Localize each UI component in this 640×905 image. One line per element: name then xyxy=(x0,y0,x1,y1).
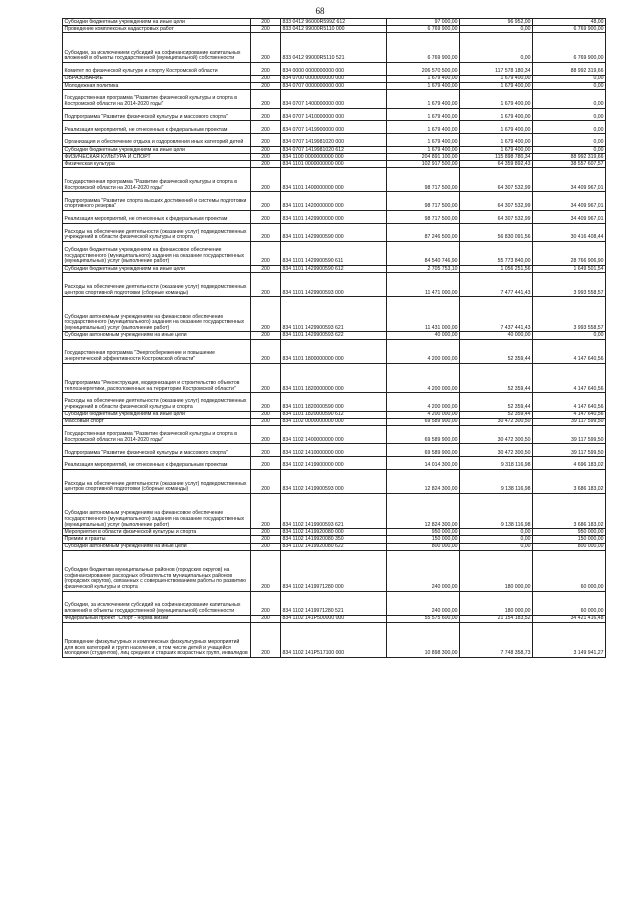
row-approved-amount-cell: 97 000,00 xyxy=(387,19,460,26)
row-unexecuted-amount-cell: 150 000,00 xyxy=(533,536,606,543)
row-admin-code-cell: 200 xyxy=(251,108,281,121)
table-row xyxy=(63,192,606,210)
row-name-cell: ОБРАЗОВАНИЕ xyxy=(63,75,251,82)
row-unexecuted-amount-cell: 3 993 558,57 xyxy=(533,273,606,297)
row-admin-code-cell: 200 xyxy=(251,425,281,443)
row-name-cell: Проведение физкультурных и комплексных физкультурных мероприятий для всех категорий и групп населения, в том числе детей и учащейся молодежи (студентов), лиц средних и старших возрастных групп, инвалидов xyxy=(63,622,251,657)
row-admin-code-cell: 200 xyxy=(251,62,281,75)
table-row xyxy=(63,273,606,297)
row-classification-code-cell: 833 0412 99000R5110 000 xyxy=(281,26,387,33)
row-executed-amount-cell: 64 307 532,99 xyxy=(460,210,533,223)
row-name-cell: Подпрограмма "Развитие физической культуры и массового спорта" xyxy=(63,108,251,121)
table-row xyxy=(63,529,606,536)
table-row xyxy=(63,536,606,543)
row-name-cell: Подпрограмма "Развитие физической культуры и массового спорта" xyxy=(63,444,251,457)
row-classification-code-cell: 834 1101 1820000590 612 xyxy=(281,411,387,418)
row-admin-code-cell: 200 xyxy=(251,543,281,550)
row-unexecuted-amount-cell: 0,00 xyxy=(533,134,606,147)
row-approved-amount-cell: 6 769 900,00 xyxy=(387,33,460,63)
table-row xyxy=(63,543,606,550)
row-unexecuted-amount-cell: 0,00 xyxy=(533,90,606,108)
row-admin-code-cell: 200 xyxy=(251,210,281,223)
row-executed-amount-cell: 96 952,00 xyxy=(460,19,533,26)
row-unexecuted-amount-cell: 4 147 640,56 xyxy=(533,393,606,411)
table-row xyxy=(63,26,606,33)
row-name-cell: Расходы на обеспечение деятельности (оказание услуг) подведомственных центров спортивной подготовки (сборные команды) xyxy=(63,469,251,493)
row-name-cell: Субсидии бюджетным учреждениям на иные цели xyxy=(63,19,251,26)
row-name-cell: Субсидии автономным учреждениям на финансовое обеспечение государственного (муниципального) задания на оказание государственных (муниципальных) услуг (выполнение работ) xyxy=(63,297,251,332)
row-unexecuted-amount-cell: 34 409 967,01 xyxy=(533,210,606,223)
row-executed-amount-cell: 1 679 400,00 xyxy=(460,146,533,153)
row-executed-amount-cell: 9 138 116,98 xyxy=(460,493,533,528)
row-admin-code-cell: 200 xyxy=(251,339,281,363)
row-unexecuted-amount-cell: 34 409 967,01 xyxy=(533,192,606,210)
row-unexecuted-amount-cell: 34 421 416,48 xyxy=(533,615,606,622)
row-admin-code-cell: 200 xyxy=(251,418,281,425)
row-executed-amount-cell: 64 359 892,43 xyxy=(460,161,533,168)
row-approved-amount-cell: 12 824 300,00 xyxy=(387,493,460,528)
row-name-cell: Субсидии автономным учреждениям на иные цели xyxy=(63,543,251,550)
row-approved-amount-cell: 14 014 300,00 xyxy=(387,457,460,470)
row-classification-code-cell: 834 1101 1429900593 621 xyxy=(281,297,387,332)
row-admin-code-cell: 200 xyxy=(251,444,281,457)
row-admin-code-cell: 200 xyxy=(251,615,281,622)
row-unexecuted-amount-cell: 39 117 599,50 xyxy=(533,425,606,443)
row-approved-amount-cell: 98 717 500,00 xyxy=(387,210,460,223)
row-unexecuted-amount-cell: 1 649 501,54 xyxy=(533,266,606,273)
table-row xyxy=(63,154,606,161)
table-row xyxy=(63,457,606,470)
row-unexecuted-amount-cell: 38 557 607,57 xyxy=(533,161,606,168)
row-approved-amount-cell: 55 575 600,00 xyxy=(387,615,460,622)
row-executed-amount-cell: 52 359,44 xyxy=(460,339,533,363)
row-classification-code-cell: 834 1101 1429900593 622 xyxy=(281,332,387,339)
row-executed-amount-cell: 0,00 xyxy=(460,536,533,543)
row-executed-amount-cell: 0,00 xyxy=(460,543,533,550)
row-unexecuted-amount-cell: 3 686 183,02 xyxy=(533,493,606,528)
row-admin-code-cell: 200 xyxy=(251,146,281,153)
row-name-cell: Субсидии бюджетным учреждениям на иные цели xyxy=(63,146,251,153)
row-unexecuted-amount-cell: 34 409 967,01 xyxy=(533,168,606,192)
row-name-cell: Премии и гранты xyxy=(63,536,251,543)
row-unexecuted-amount-cell: 0,00 xyxy=(533,332,606,339)
row-unexecuted-amount-cell: 6 769 900,00 xyxy=(533,26,606,33)
row-approved-amount-cell: 1 679 400,00 xyxy=(387,146,460,153)
row-unexecuted-amount-cell: 0,00 xyxy=(533,146,606,153)
row-approved-amount-cell: 204 891 100,00 xyxy=(387,154,460,161)
row-approved-amount-cell: 4 200 000,00 xyxy=(387,339,460,363)
row-admin-code-cell: 200 xyxy=(251,411,281,418)
row-admin-code-cell: 200 xyxy=(251,19,281,26)
row-unexecuted-amount-cell: 39 117 599,50 xyxy=(533,418,606,425)
row-approved-amount-cell: 206 570 500,00 xyxy=(387,62,460,75)
row-unexecuted-amount-cell: 28 766 906,90 xyxy=(533,242,606,266)
row-executed-amount-cell: 0,00 xyxy=(460,529,533,536)
row-unexecuted-amount-cell: 4 147 640,56 xyxy=(533,339,606,363)
row-unexecuted-amount-cell: 4 696 183,02 xyxy=(533,457,606,470)
row-classification-code-cell: 834 0000 0000000000 000 xyxy=(281,62,387,75)
row-unexecuted-amount-cell: 800 000,00 xyxy=(533,543,606,550)
row-name-cell: Физическая культура xyxy=(63,161,251,168)
row-executed-amount-cell: 21 154 183,52 xyxy=(460,615,533,622)
row-classification-code-cell: 834 0707 1419981020 612 xyxy=(281,146,387,153)
row-name-cell: Реализация мероприятий, не отнесенных к федеральным проектам xyxy=(63,121,251,134)
row-classification-code-cell: 834 1101 1820000590 000 xyxy=(281,393,387,411)
table-row xyxy=(63,108,606,121)
row-unexecuted-amount-cell: 4 147 640,56 xyxy=(533,411,606,418)
row-admin-code-cell: 200 xyxy=(251,75,281,82)
row-approved-amount-cell: 1 679 400,00 xyxy=(387,82,460,89)
row-approved-amount-cell: 102 917 500,00 xyxy=(387,161,460,168)
row-name-cell: Субсидии бюджетным учреждениям на финансовое обеспечение государственного (муниципального) задания на оказание государственных (муниципальных) услуг (выполнение работ) xyxy=(63,242,251,266)
row-executed-amount-cell: 1 679 400,00 xyxy=(460,82,533,89)
row-classification-code-cell: 834 1101 1820000000 000 xyxy=(281,363,387,393)
row-executed-amount-cell: 30 472 300,50 xyxy=(460,425,533,443)
row-admin-code-cell: 200 xyxy=(251,297,281,332)
row-name-cell: Субсидии автономным учреждениям на иные цели xyxy=(63,332,251,339)
row-classification-code-cell: 834 1102 1419971280 000 xyxy=(281,550,387,591)
row-approved-amount-cell: 4 200 000,00 xyxy=(387,393,460,411)
row-classification-code-cell: 834 0707 1400000000 000 xyxy=(281,90,387,108)
row-admin-code-cell: 200 xyxy=(251,332,281,339)
row-unexecuted-amount-cell: 88 992 319,66 xyxy=(533,62,606,75)
row-name-cell: Мероприятия в области физической культуры и спорта xyxy=(63,529,251,536)
row-admin-code-cell: 200 xyxy=(251,242,281,266)
row-unexecuted-amount-cell: 0,00 xyxy=(533,75,606,82)
row-admin-code-cell: 200 xyxy=(251,273,281,297)
row-approved-amount-cell: 84 540 746,90 xyxy=(387,242,460,266)
row-admin-code-cell: 200 xyxy=(251,536,281,543)
table-row xyxy=(63,82,606,89)
table-row xyxy=(63,161,606,168)
row-admin-code-cell: 200 xyxy=(251,121,281,134)
row-classification-code-cell: 834 1101 1420000000 000 xyxy=(281,192,387,210)
row-executed-amount-cell: 1 056 251,56 xyxy=(460,266,533,273)
row-approved-amount-cell: 87 246 500,00 xyxy=(387,223,460,241)
row-admin-code-cell: 200 xyxy=(251,529,281,536)
table-row xyxy=(63,75,606,82)
row-approved-amount-cell: 98 717 500,00 xyxy=(387,168,460,192)
table-row xyxy=(63,134,606,147)
row-executed-amount-cell: 1 679 400,00 xyxy=(460,108,533,121)
row-executed-amount-cell: 180 000,00 xyxy=(460,591,533,615)
row-executed-amount-cell: 1 679 400,00 xyxy=(460,75,533,82)
row-unexecuted-amount-cell: 30 416 408,44 xyxy=(533,223,606,241)
row-admin-code-cell: 200 xyxy=(251,266,281,273)
row-approved-amount-cell: 4 200 000,00 xyxy=(387,411,460,418)
row-classification-code-cell: 834 1101 1429900590 000 xyxy=(281,223,387,241)
row-classification-code-cell: 834 1102 1419920080 622 xyxy=(281,543,387,550)
row-approved-amount-cell: 6 769 900,00 xyxy=(387,26,460,33)
row-executed-amount-cell: 52 359,44 xyxy=(460,393,533,411)
row-unexecuted-amount-cell: 60 000,00 xyxy=(533,591,606,615)
row-classification-code-cell: 834 1102 1419971280 521 xyxy=(281,591,387,615)
row-classification-code-cell: 834 1101 1429900590 611 xyxy=(281,242,387,266)
table-row xyxy=(63,210,606,223)
table-row xyxy=(63,615,606,622)
row-name-cell: Государственная программа "Развитие физической культуры и спорта в Костромской области на 2014-2020 годы" xyxy=(63,90,251,108)
row-admin-code-cell: 200 xyxy=(251,26,281,33)
row-admin-code-cell: 200 xyxy=(251,393,281,411)
row-classification-code-cell: 834 0707 1410000000 000 xyxy=(281,108,387,121)
row-unexecuted-amount-cell: 3 993 558,57 xyxy=(533,297,606,332)
row-executed-amount-cell: 52 359,44 xyxy=(460,363,533,393)
table-row xyxy=(63,62,606,75)
table-row xyxy=(63,425,606,443)
row-classification-code-cell: 834 0707 1419981020 000 xyxy=(281,134,387,147)
row-name-cell: Субсидии бюджетным учреждениям на иные цели xyxy=(63,266,251,273)
table-row xyxy=(63,550,606,591)
table-row xyxy=(63,223,606,241)
row-admin-code-cell: 200 xyxy=(251,82,281,89)
row-classification-code-cell: 834 1101 1429900590 612 xyxy=(281,266,387,273)
row-unexecuted-amount-cell: 39 117 599,50 xyxy=(533,444,606,457)
row-unexecuted-amount-cell: 88 992 319,66 xyxy=(533,154,606,161)
table-row xyxy=(63,493,606,528)
row-admin-code-cell: 200 xyxy=(251,493,281,528)
row-unexecuted-amount-cell: 0,00 xyxy=(533,82,606,89)
row-name-cell: Субсидии бюджетным учреждениям на иные цели xyxy=(63,411,251,418)
row-name-cell: Массовый спорт xyxy=(63,418,251,425)
table-row xyxy=(63,297,606,332)
row-unexecuted-amount-cell: 950 000,00 xyxy=(533,529,606,536)
row-executed-amount-cell: 180 000,00 xyxy=(460,550,533,591)
table-row xyxy=(63,33,606,63)
row-name-cell: Реализация мероприятий, не отнесенных к федеральным проектам xyxy=(63,457,251,470)
row-approved-amount-cell: 12 824 300,00 xyxy=(387,469,460,493)
row-classification-code-cell: 834 1102 1400000000 000 xyxy=(281,425,387,443)
row-approved-amount-cell: 800 000,00 xyxy=(387,543,460,550)
row-approved-amount-cell: 11 471 000,00 xyxy=(387,273,460,297)
row-name-cell: Проведение комплексных кадастровых работ xyxy=(63,26,251,33)
row-admin-code-cell: 200 xyxy=(251,457,281,470)
row-classification-code-cell: 834 1102 1419900000 000 xyxy=(281,457,387,470)
row-name-cell: Расходы на обеспечение деятельности (оказание услуг) подведомственных центров спортивной подготовки (сборные команды) xyxy=(63,273,251,297)
table-row xyxy=(63,332,606,339)
row-classification-code-cell: 834 1101 1429900593 000 xyxy=(281,273,387,297)
table-row xyxy=(63,242,606,266)
row-approved-amount-cell: 1 679 400,00 xyxy=(387,90,460,108)
row-admin-code-cell: 200 xyxy=(251,622,281,657)
table-row xyxy=(63,168,606,192)
row-admin-code-cell: 200 xyxy=(251,90,281,108)
row-admin-code-cell: 200 xyxy=(251,154,281,161)
budget-execution-table xyxy=(62,18,606,658)
table-row xyxy=(63,393,606,411)
row-approved-amount-cell: 10 898 300,00 xyxy=(387,622,460,657)
row-executed-amount-cell: 7 437 441,43 xyxy=(460,297,533,332)
row-approved-amount-cell: 40 000,00 xyxy=(387,332,460,339)
table-row xyxy=(63,339,606,363)
row-classification-code-cell: 834 1101 1400000000 000 xyxy=(281,168,387,192)
row-unexecuted-amount-cell: 3 149 941,27 xyxy=(533,622,606,657)
row-approved-amount-cell: 1 679 400,00 xyxy=(387,134,460,147)
table-row xyxy=(63,19,606,26)
row-approved-amount-cell: 240 000,00 xyxy=(387,550,460,591)
row-name-cell: Подпрограмма "Развитие спорта высших достижений и системы подготовки спортивного резерва" xyxy=(63,192,251,210)
row-executed-amount-cell: 0,00 xyxy=(460,26,533,33)
row-name-cell: Реализация мероприятий, не отнесенных к федеральным проектам xyxy=(63,210,251,223)
row-classification-code-cell: 834 1102 1419920080 000 xyxy=(281,529,387,536)
row-approved-amount-cell: 1 679 400,00 xyxy=(387,108,460,121)
row-unexecuted-amount-cell: 0,00 xyxy=(533,108,606,121)
row-approved-amount-cell: 69 589 900,00 xyxy=(387,418,460,425)
row-name-cell: Государственная программа "Развитие физической культуры и спорта в Костромской области на 2014-2020 годы" xyxy=(63,425,251,443)
row-executed-amount-cell: 30 472 300,50 xyxy=(460,444,533,457)
row-name-cell: ФИЗИЧЕСКАЯ КУЛЬТУРА И СПОРТ xyxy=(63,154,251,161)
row-admin-code-cell: 200 xyxy=(251,469,281,493)
row-approved-amount-cell: 98 717 500,00 xyxy=(387,192,460,210)
row-classification-code-cell: 833 0412 96000R599Z 612 xyxy=(281,19,387,26)
row-admin-code-cell: 200 xyxy=(251,550,281,591)
row-classification-code-cell: 834 0700 0000000000 000 xyxy=(281,75,387,82)
row-approved-amount-cell: 69 589 900,00 xyxy=(387,444,460,457)
table-row xyxy=(63,411,606,418)
table-row xyxy=(63,591,606,615)
row-executed-amount-cell: 1 679 400,00 xyxy=(460,90,533,108)
row-classification-code-cell: 834 1102 1419900593 000 xyxy=(281,469,387,493)
page-number: 68 xyxy=(315,6,325,16)
row-executed-amount-cell: 30 472 300,50 xyxy=(460,418,533,425)
row-unexecuted-amount-cell: 60 000,00 xyxy=(533,550,606,591)
row-classification-code-cell: 834 1102 1419920080 350 xyxy=(281,536,387,543)
row-executed-amount-cell: 40 000,00 xyxy=(460,332,533,339)
row-name-cell: Федеральный проект "Спорт - норма жизни" xyxy=(63,615,251,622)
row-unexecuted-amount-cell: 48,00 xyxy=(533,19,606,26)
table-row xyxy=(63,469,606,493)
row-name-cell: Субсидии бюджетам муниципальных районов (городских округов) на софинансирование расходных обязательств муниципальных районов (городских округов), связанных с совершенствованием работы по развитию физической культуры и спорта xyxy=(63,550,251,591)
row-executed-amount-cell: 9 318 116,98 xyxy=(460,457,533,470)
row-admin-code-cell: 200 xyxy=(251,134,281,147)
row-executed-amount-cell: 55 773 840,00 xyxy=(460,242,533,266)
row-executed-amount-cell: 0,00 xyxy=(460,33,533,63)
row-admin-code-cell: 200 xyxy=(251,223,281,241)
row-classification-code-cell: 834 0707 1419900000 000 xyxy=(281,121,387,134)
table-row xyxy=(63,418,606,425)
row-name-cell: Субсидии, за исключением субсидий на софинансирование капитальных вложений в объекты государственной (муниципальной) собственности xyxy=(63,33,251,63)
row-approved-amount-cell: 69 589 900,00 xyxy=(387,425,460,443)
row-name-cell: Государственная программа "Энергосбережение и повышение энергетической эффективности Костромской области" xyxy=(63,339,251,363)
row-approved-amount-cell: 11 431 000,00 xyxy=(387,297,460,332)
row-classification-code-cell: 834 1102 141P500000 000 xyxy=(281,615,387,622)
row-approved-amount-cell: 950 000,00 xyxy=(387,529,460,536)
table-row xyxy=(63,622,606,657)
row-name-cell: Организация и обеспечение отдыха и оздоровления иных категорий детей xyxy=(63,134,251,147)
row-executed-amount-cell: 7 477 441,43 xyxy=(460,273,533,297)
row-approved-amount-cell: 1 679 400,00 xyxy=(387,121,460,134)
row-name-cell: Молодежная политика xyxy=(63,82,251,89)
table-row xyxy=(63,146,606,153)
table-row xyxy=(63,90,606,108)
row-classification-code-cell: 834 1101 0000000000 000 xyxy=(281,161,387,168)
row-classification-code-cell: 834 1102 141P517100 000 xyxy=(281,622,387,657)
row-classification-code-cell: 834 1102 1419900593 621 xyxy=(281,493,387,528)
row-executed-amount-cell: 1 679 400,00 xyxy=(460,121,533,134)
row-classification-code-cell: 834 1101 1429900000 000 xyxy=(281,210,387,223)
row-name-cell: Расходы на обеспечение деятельности (оказание услуг) подведомственных учреждений в области физической культуры и спорта xyxy=(63,393,251,411)
row-classification-code-cell: 834 1102 0000000000 000 xyxy=(281,418,387,425)
row-name-cell: Субсидии автономным учреждениям на финансовое обеспечение государственного (муниципального) задания на оказание государственных (муниципальных) услуг (выполнение работ) xyxy=(63,493,251,528)
row-approved-amount-cell: 2 705 753,10 xyxy=(387,266,460,273)
row-executed-amount-cell: 64 307 532,99 xyxy=(460,192,533,210)
table-row xyxy=(63,444,606,457)
row-admin-code-cell: 200 xyxy=(251,161,281,168)
row-admin-code-cell: 200 xyxy=(251,591,281,615)
row-approved-amount-cell: 1 679 400,00 xyxy=(387,75,460,82)
row-admin-code-cell: 200 xyxy=(251,363,281,393)
row-executed-amount-cell: 1 679 400,00 xyxy=(460,134,533,147)
row-name-cell: Субсидии, за исключением субсидий на софинансирование капитальных вложений в объекты государственной (муниципальной) собственности xyxy=(63,591,251,615)
row-executed-amount-cell: 56 830 091,56 xyxy=(460,223,533,241)
row-classification-code-cell: 834 1101 1800000000 000 xyxy=(281,339,387,363)
row-classification-code-cell: 834 0707 0000000000 000 xyxy=(281,82,387,89)
row-unexecuted-amount-cell: 0,00 xyxy=(533,121,606,134)
row-executed-amount-cell: 115 898 780,34 xyxy=(460,154,533,161)
row-approved-amount-cell: 240 000,00 xyxy=(387,591,460,615)
table-body xyxy=(63,19,606,658)
row-name-cell: Подпрограмма "Реконструкция, модернизация и строительство объектов теплоэнергетики, расположенных на территории Костромской области" xyxy=(63,363,251,393)
row-executed-amount-cell: 52 359,44 xyxy=(460,411,533,418)
row-admin-code-cell: 200 xyxy=(251,192,281,210)
row-name-cell: Государственная программа "Развитие физической культуры и спорта в Костромской области на 2014-2020 годы" xyxy=(63,168,251,192)
row-unexecuted-amount-cell: 6 769 900,00 xyxy=(533,33,606,63)
row-executed-amount-cell: 9 138 116,98 xyxy=(460,469,533,493)
row-name-cell: Расходы на обеспечение деятельности (оказание услуг) подведомственных учреждений в области физической культуры и спорта xyxy=(63,223,251,241)
row-admin-code-cell: 200 xyxy=(251,168,281,192)
row-classification-code-cell: 833 0412 99000R5110 521 xyxy=(281,33,387,63)
row-unexecuted-amount-cell: 3 686 183,02 xyxy=(533,469,606,493)
table-row xyxy=(63,266,606,273)
row-admin-code-cell: 200 xyxy=(251,33,281,63)
row-executed-amount-cell: 64 307 532,99 xyxy=(460,168,533,192)
row-classification-code-cell: 834 1100 0000000000 000 xyxy=(281,154,387,161)
table-row xyxy=(63,121,606,134)
row-executed-amount-cell: 117 578 180,34 xyxy=(460,62,533,75)
row-approved-amount-cell: 150 000,00 xyxy=(387,536,460,543)
row-approved-amount-cell: 4 200 000,00 xyxy=(387,363,460,393)
table-row xyxy=(63,363,606,393)
row-name-cell: Комитет по физической культуре и спорту Костромской области xyxy=(63,62,251,75)
row-unexecuted-amount-cell: 4 147 640,56 xyxy=(533,363,606,393)
row-executed-amount-cell: 7 748 358,73 xyxy=(460,622,533,657)
row-classification-code-cell: 834 1102 1410000000 000 xyxy=(281,444,387,457)
